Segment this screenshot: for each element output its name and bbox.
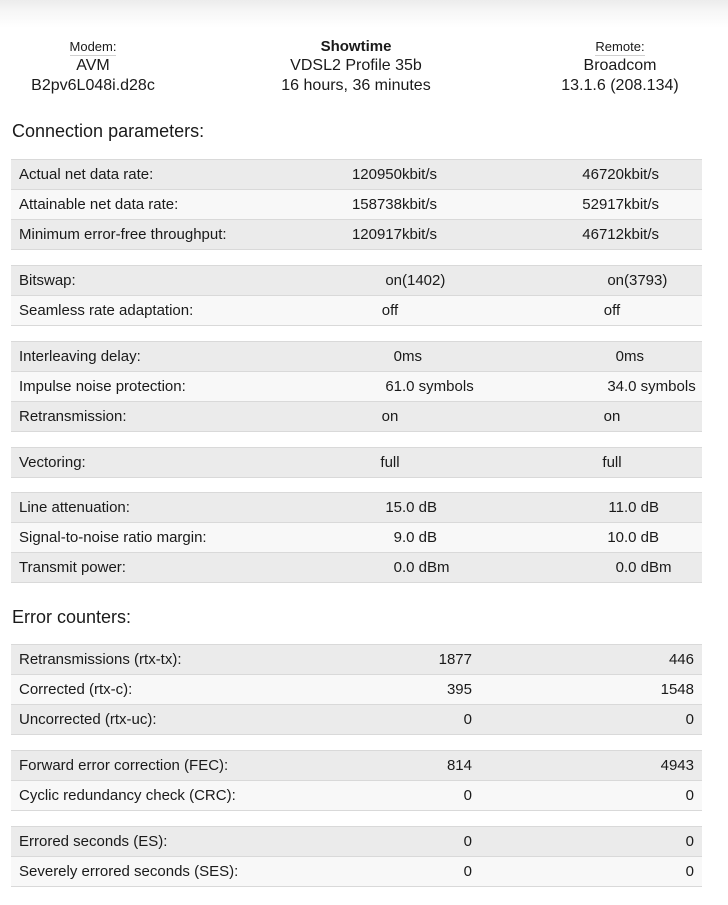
modem-vendor: AVM	[76, 57, 110, 74]
row-label: Forward error correction (FEC):	[19, 757, 229, 774]
table-row	[11, 371, 702, 401]
connection-group-rates	[11, 159, 702, 250]
remote-info	[500, 38, 728, 96]
modem-version: B2pv6L048i.d28c	[31, 77, 155, 94]
row-label: Uncorrected (rtx-uc):	[19, 711, 157, 728]
upstream-value-unit: .0 dBm	[624, 559, 672, 576]
downstream-value-main: 120917	[351, 226, 402, 243]
row-label: Actual net data rate:	[19, 166, 154, 183]
downstream-value-unit: kbit/s	[402, 166, 438, 183]
row-label: Severely errored seconds (SES):	[19, 863, 239, 880]
table-row	[11, 674, 702, 704]
upstream-value-main: 10	[607, 529, 624, 546]
table-row	[11, 826, 702, 856]
table-row	[11, 522, 702, 552]
showtime-duration: 16 hours, 36 minutes	[281, 77, 431, 94]
table-row	[11, 704, 702, 735]
upstream-value-unit: .0 symbols	[624, 378, 696, 395]
downstream-value-main: 15	[385, 499, 402, 516]
table-row	[11, 447, 702, 478]
downstream-count: 0	[463, 711, 472, 728]
table-row	[11, 219, 702, 250]
upstream-value-unit: kbit/s	[624, 226, 660, 243]
connection-group-line	[11, 492, 702, 583]
row-label: Transmit power:	[19, 559, 126, 576]
upstream-value-main: 52917	[582, 196, 624, 213]
upstream-count: 0	[685, 863, 694, 880]
upstream-value-main: 0	[615, 348, 624, 365]
connection-group-vectoring	[11, 447, 702, 478]
error-group-fec-crc	[11, 750, 702, 811]
remote-version: 13.1.6 (208.134)	[561, 77, 679, 94]
row-label: Seamless rate adaptation:	[19, 302, 194, 319]
table-row	[11, 780, 702, 811]
remote-vendor: Broadcom	[583, 57, 657, 74]
table-row	[11, 295, 702, 326]
table-row	[11, 856, 702, 887]
downstream-value: off	[381, 302, 399, 319]
upstream-value-main: 11	[608, 499, 624, 516]
connection-parameters-title: Connection parameters:	[12, 121, 205, 141]
table-row	[11, 265, 702, 295]
row-label: Vectoring:	[19, 454, 86, 471]
showtime-profile: VDSL2 Profile 35b	[290, 57, 422, 74]
downstream-value-unit: (1402)	[402, 272, 446, 289]
downstream-value-main: 9	[393, 529, 402, 546]
upstream-value-main: on	[607, 272, 624, 289]
downstream-count: 814	[446, 757, 472, 774]
table-row	[11, 552, 702, 583]
downstream-value-unit: kbit/s	[402, 226, 438, 243]
table-row	[11, 750, 702, 780]
downstream-count: 0	[463, 787, 472, 804]
upstream-count: 1548	[660, 681, 694, 698]
row-label: Retransmission:	[19, 408, 127, 425]
row-label: Signal-to-noise ratio margin:	[19, 529, 207, 546]
downstream-value-main: 120950	[351, 166, 402, 183]
upstream-count: 446	[668, 651, 694, 668]
remote-label: Remote:	[595, 39, 645, 54]
upstream-value: on	[603, 408, 621, 425]
row-label: Interleaving delay:	[19, 348, 141, 365]
row-label: Cyclic redundancy check (CRC):	[19, 787, 236, 804]
upstream-value-main: 46712	[582, 226, 624, 243]
showtime-info	[236, 38, 476, 96]
upstream-value-unit: .0 dB	[624, 529, 660, 546]
upstream-count: 0	[685, 833, 694, 850]
row-label: Minimum error-free throughput:	[19, 226, 227, 243]
downstream-value-main: 0	[393, 348, 402, 365]
upstream-count: 0	[685, 787, 694, 804]
upstream-value-unit: kbit/s	[624, 196, 660, 213]
upstream-value-unit: .0 dB	[624, 499, 660, 516]
connection-group-bitswap	[11, 265, 702, 326]
downstream-value-unit: .0 dB	[402, 499, 438, 516]
table-row	[11, 341, 702, 371]
upstream-value-main: 46720	[582, 166, 624, 183]
showtime-label: Showtime	[320, 38, 392, 55]
downstream-value-main: on	[385, 272, 402, 289]
upstream-value-unit: kbit/s	[624, 166, 660, 183]
downstream-value-main: 61	[385, 378, 402, 395]
upstream-count: 0	[685, 711, 694, 728]
downstream-value-unit: .0 dBm	[402, 559, 450, 576]
upstream-value-unit: ms	[624, 348, 644, 365]
table-row	[11, 401, 702, 432]
table-row	[11, 159, 702, 189]
modem-label: Modem:	[69, 39, 117, 54]
table-row	[11, 644, 702, 674]
row-label: Retransmissions (rtx-tx):	[19, 651, 182, 668]
downstream-count: 395	[446, 681, 472, 698]
row-label: Line attenuation:	[19, 499, 130, 516]
downstream-value-unit: ms	[402, 348, 422, 365]
connection-group-interleaving	[11, 341, 702, 432]
downstream-value-unit: .0 symbols	[402, 378, 474, 395]
row-label: Impulse noise protection:	[19, 378, 186, 395]
upstream-value-main: 0	[615, 559, 624, 576]
upstream-value: full	[602, 454, 622, 471]
row-label: Attainable net data rate:	[19, 196, 179, 213]
downstream-value-unit: .0 dB	[402, 529, 438, 546]
table-row	[11, 492, 702, 522]
error-group-seconds	[11, 826, 702, 887]
table-row	[11, 189, 702, 219]
downstream-count: 1877	[438, 651, 472, 668]
downstream-value-unit: kbit/s	[402, 196, 438, 213]
row-label: Errored seconds (ES):	[19, 833, 168, 850]
modem-info	[0, 38, 213, 96]
upstream-count: 4943	[660, 757, 694, 774]
error-counters-title: Error counters:	[12, 607, 132, 627]
row-label: Bitswap:	[19, 272, 76, 289]
downstream-value: on	[381, 408, 399, 425]
row-label: Corrected (rtx-c):	[19, 681, 133, 698]
downstream-count: 0	[463, 863, 472, 880]
downstream-count: 0	[463, 833, 472, 850]
upstream-value: off	[603, 302, 621, 319]
downstream-value: full	[380, 454, 400, 471]
downstream-value-main: 0	[393, 559, 402, 576]
downstream-value-main: 158738	[351, 196, 402, 213]
error-group-retransmissions	[11, 644, 702, 735]
upstream-value-main: 34	[607, 378, 624, 395]
upstream-value-unit: (3793)	[624, 272, 668, 289]
